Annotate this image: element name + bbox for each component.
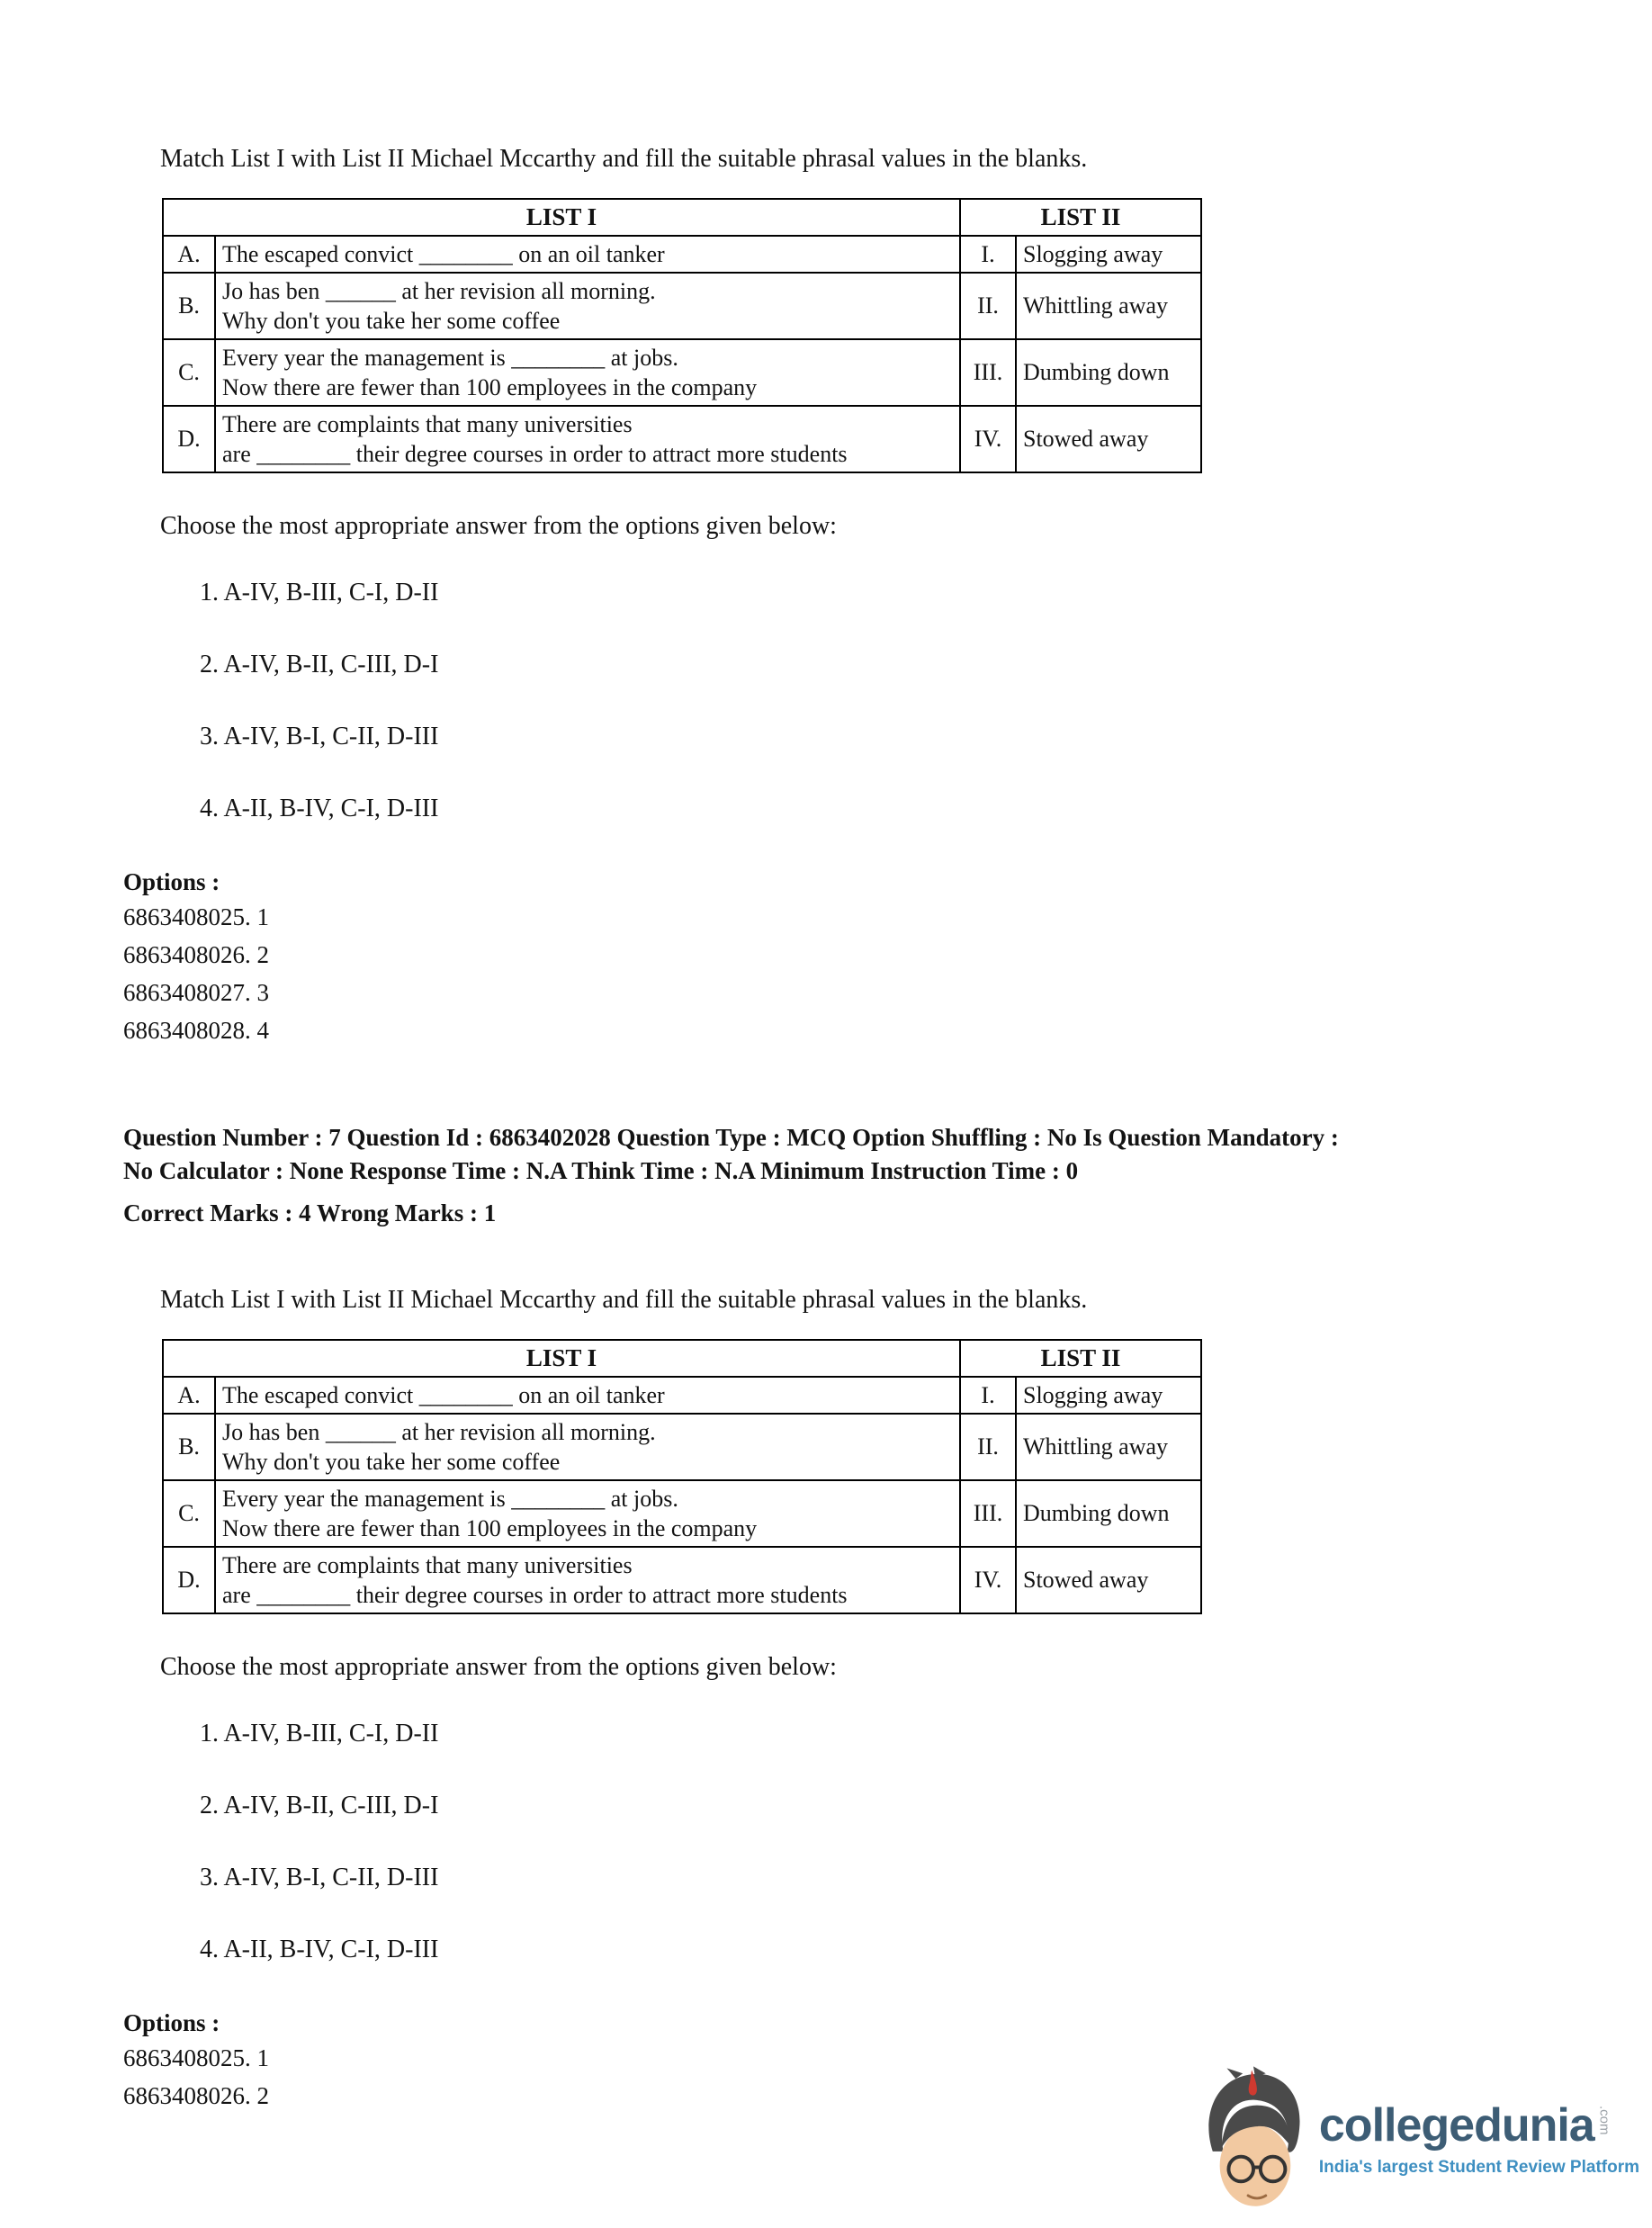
row-text — [215, 236, 960, 273]
row-label: B. — [163, 273, 215, 339]
row-text-line: Now there are fewer than 100 employees in the company — [222, 1515, 758, 1541]
row-roman: I. — [960, 236, 1016, 273]
answer-options — [200, 1719, 1652, 1965]
row-roman: IV. — [960, 1547, 1016, 1613]
row-text-line: There are complaints that many universities — [222, 1552, 633, 1578]
logo-text-block — [1319, 2100, 1639, 2183]
row-label: C. — [163, 339, 215, 406]
list2-header: LIST II — [960, 199, 1201, 236]
table-row — [163, 406, 1201, 472]
options-label: Options : — [123, 868, 220, 895]
row-label: A. — [163, 236, 215, 273]
question-intro: Match List I with List II Michael Mccarthy and fill the suitable phrasal values in the blanks. — [160, 145, 1088, 173]
table-row — [163, 1547, 1201, 1613]
choose-instruction: Choose the most appropriate answer from the options given below: — [160, 512, 837, 540]
logo-tagline: India's largest Student Review Platform — [1318, 2158, 1639, 2177]
answer-option: 3. A-IV, B-I, C-II, D-III — [200, 1864, 439, 1891]
answer-options — [200, 578, 1652, 824]
table-header-row — [163, 199, 1201, 236]
option-id-line: 6863408025. 1 — [123, 2044, 269, 2071]
row-text — [215, 1547, 960, 1613]
question-meta-line: Question Number : 7 Question Id : 6863402028 Question Type : MCQ Option Shuffling : No Is Question Mandatory : — [123, 1124, 1339, 1151]
question-meta — [123, 1121, 1581, 1188]
row-roman: IV. — [960, 406, 1016, 472]
row-text — [215, 339, 960, 406]
row-roman: II. — [960, 1414, 1016, 1480]
row-text-line: Every year the management is ________ at jobs. — [222, 345, 678, 371]
table-row — [163, 1480, 1201, 1547]
table-row — [163, 1414, 1201, 1480]
answer-option: 4. A-II, B-IV, C-I, D-III — [200, 1936, 439, 1963]
collegedunia-mascot-icon — [1200, 2066, 1306, 2217]
row-text — [215, 1414, 960, 1480]
table-header-row — [163, 1340, 1201, 1377]
row-phrase: Slogging away — [1016, 1377, 1201, 1414]
row-text-line: Why don't you take her some coffee — [222, 308, 561, 334]
logo-brand-row — [1319, 2100, 1639, 2151]
table-row — [163, 1377, 1201, 1414]
option-id-line: 6863408026. 2 — [123, 941, 269, 968]
option-id-line: 6863408025. 1 — [123, 903, 269, 930]
row-label: A. — [163, 1377, 215, 1414]
options-label: Options : — [123, 2009, 220, 2036]
option-id-line: 6863408027. 3 — [123, 979, 269, 1006]
question-meta-line: No Calculator : None Response Time : N.A Think Time : N.A Minimum Instruction Time : 0 — [123, 1157, 1079, 1184]
question-intro: Match List I with List II Michael Mccarthy and fill the suitable phrasal values in the blanks. — [160, 1286, 1088, 1314]
answer-option: 1. A-IV, B-III, C-I, D-II — [200, 1720, 439, 1747]
row-phrase: Stowed away — [1016, 1547, 1201, 1613]
row-phrase: Slogging away — [1016, 236, 1201, 273]
choose-instruction: Choose the most appropriate answer from the options given below: — [160, 1653, 837, 1681]
row-roman: I. — [960, 1377, 1016, 1414]
collegedunia-logo — [1200, 2066, 1639, 2217]
row-phrase: Whittling away — [1016, 1414, 1201, 1480]
row-text-line: are ________ their degree courses in order to attract more students — [222, 441, 848, 467]
row-text-line: are ________ their degree courses in order to attract more students — [222, 1582, 848, 1608]
row-phrase: Stowed away — [1016, 406, 1201, 472]
row-roman: III. — [960, 339, 1016, 406]
logo-brand-text: collegedunia — [1318, 2099, 1594, 2152]
list1-header: LIST I — [163, 199, 960, 236]
logo-tld-text: .com — [1596, 2106, 1612, 2135]
row-label: D. — [163, 1547, 215, 1613]
row-text-line: The escaped convict ________ on an oil tanker — [222, 1382, 665, 1408]
option-id-line: 6863408026. 2 — [123, 2082, 269, 2109]
option-id-line: 6863408028. 4 — [123, 1017, 269, 1044]
row-phrase: Dumbing down — [1016, 1480, 1201, 1547]
row-text-line: The escaped convict ________ on an oil tanker — [222, 241, 665, 267]
question-marks: Correct Marks : 4 Wrong Marks : 1 — [123, 1199, 497, 1226]
table-row — [163, 236, 1201, 273]
answer-option: 2. A-IV, B-II, C-III, D-I — [200, 1792, 439, 1819]
answer-option: 1. A-IV, B-III, C-I, D-II — [200, 579, 439, 606]
row-text-line: Now there are fewer than 100 employees in the company — [222, 374, 758, 400]
row-text — [215, 406, 960, 472]
answer-option: 4. A-II, B-IV, C-I, D-III — [200, 795, 439, 822]
row-label: D. — [163, 406, 215, 472]
match-table — [162, 1339, 1202, 1614]
row-text — [215, 1377, 960, 1414]
row-text-line: Why don't you take her some coffee — [222, 1449, 561, 1475]
row-text-line: Jo has ben ______ at her revision all morning. — [222, 1419, 656, 1445]
row-text-line: Every year the management is ________ at jobs. — [222, 1486, 678, 1512]
table-row — [163, 339, 1201, 406]
row-text — [215, 1480, 960, 1547]
row-text-line: Jo has ben ______ at her revision all morning. — [222, 278, 656, 304]
row-label: B. — [163, 1414, 215, 1480]
row-label: C. — [163, 1480, 215, 1547]
row-text — [215, 273, 960, 339]
answer-option: 2. A-IV, B-II, C-III, D-I — [200, 651, 439, 678]
list2-header: LIST II — [960, 1340, 1201, 1377]
row-roman: II. — [960, 273, 1016, 339]
list1-header: LIST I — [163, 1340, 960, 1377]
row-roman: III. — [960, 1480, 1016, 1547]
answer-option: 3. A-IV, B-I, C-II, D-III — [200, 723, 439, 750]
table-row — [163, 273, 1201, 339]
row-phrase: Whittling away — [1016, 273, 1201, 339]
row-phrase: Dumbing down — [1016, 339, 1201, 406]
row-text-line: There are complaints that many universities — [222, 411, 633, 437]
match-table — [162, 198, 1202, 473]
